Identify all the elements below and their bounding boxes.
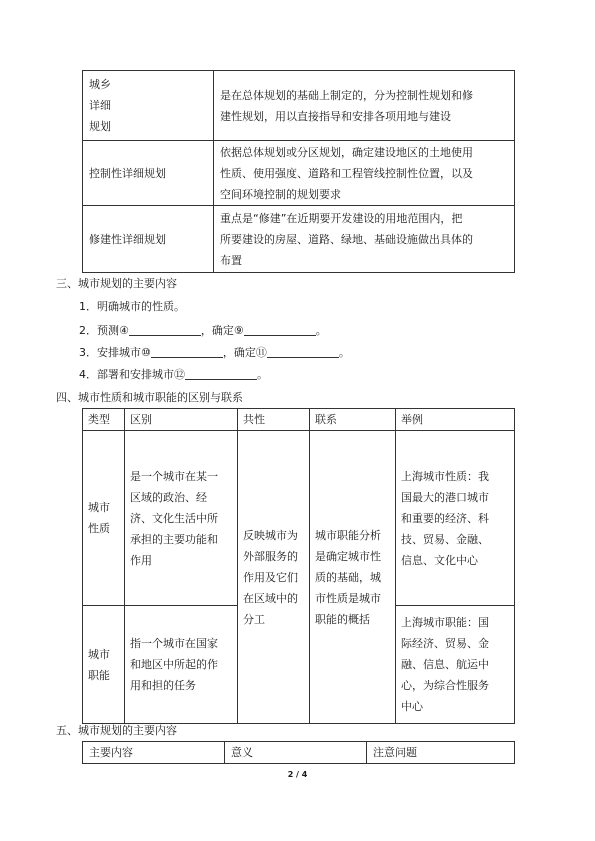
cell-line: 区域的政治、经: [130, 490, 207, 504]
answer-blank[interactable]: [185, 366, 257, 380]
cell-diff-nature: [125, 431, 238, 606]
cell-relation: [310, 431, 396, 724]
cell-urban-rural-detailed: [83, 71, 214, 141]
cell-line: 和地区中所起的作: [130, 658, 218, 671]
cell-line: 指一个城市在国家: [130, 637, 218, 650]
cell-diff-function: [125, 606, 238, 724]
cell-line: 技、贸易、金融、: [401, 532, 489, 546]
answer-blank[interactable]: [267, 344, 339, 358]
header-example: 举例: [396, 409, 515, 431]
header-difference: 区别: [125, 409, 238, 431]
cell-line: 在区域中的: [243, 591, 298, 605]
cell-construct-desc: [214, 206, 515, 273]
cell-type-nature: [83, 431, 125, 606]
content-table: [82, 741, 515, 764]
section4-heading: 四、城市性质和城市职能的区别与联系: [56, 391, 243, 404]
item-text: 4．部署和安排城市⑫: [79, 368, 185, 381]
cell-line: 分工: [243, 612, 265, 626]
section3-item1: 1．明确城市的性质。: [79, 300, 185, 313]
cell-line: 市性质是城市: [315, 591, 381, 605]
answer-blank[interactable]: [244, 322, 316, 336]
cell-line: 承担的主要功能和: [130, 532, 218, 546]
cell-line: 详细: [89, 99, 111, 112]
planning-table: [82, 70, 515, 273]
nature-function-table: [82, 408, 515, 724]
cell-urban-rural-desc: [214, 71, 515, 141]
cell-line: 济、文化生活中所: [130, 511, 218, 525]
cell-line: 是确定城市性: [315, 549, 381, 563]
cell-line: 是在总体规划的基础上制定的，分为控制性规划和修: [220, 88, 473, 102]
cell-line: 用和担的任务: [130, 679, 196, 692]
cell-line: 上海城市性质：我: [401, 469, 489, 483]
cell-line: 性质: [88, 522, 110, 535]
item-text: ，确定⑨: [200, 324, 244, 337]
cell-type-function: [83, 606, 125, 724]
cell-line: 作用及它们: [243, 570, 298, 584]
cell-line: 心，为综合性服务: [401, 679, 489, 692]
header-notes: 注意问题: [367, 742, 515, 764]
item-text: 2．预测④: [79, 324, 129, 337]
cell-line: 信息、文化中心: [401, 553, 478, 567]
header-relation: 联系: [310, 409, 396, 431]
item-text: 3．安排城市⑩: [79, 346, 151, 359]
item-text: 。: [338, 346, 350, 359]
page-number: 2 / 4: [287, 770, 308, 779]
cell-line: 作用: [130, 553, 152, 567]
header-common: 共性: [238, 409, 310, 431]
cell-line: 性质、使用强度、道路和工程管线控制性位置，以及: [220, 166, 473, 180]
cell-line: 依据总体规划或分区规划，确定建设地区的土地使用: [220, 145, 473, 159]
cell-line: 规划: [89, 120, 111, 133]
cell-line: 修建性详细规划: [89, 232, 166, 246]
cell-line: 中心: [401, 700, 423, 713]
answer-blank[interactable]: [151, 344, 223, 358]
cell-example-function: [396, 606, 515, 724]
cell-line: 职能: [88, 668, 110, 682]
item-text: 。: [257, 368, 268, 381]
cell-line: 控制性详细规划: [89, 166, 166, 180]
section3-item4: [79, 364, 268, 385]
cell-line: 际经济、贸易、金: [401, 637, 489, 650]
cell-line: 建性规划，用以直接指导和安排各项用地与建设: [220, 109, 451, 123]
header-type: 类型: [83, 409, 125, 431]
cell-line: 空间环境控制的规划要求: [220, 187, 341, 201]
cell-line: 国最大的港口城市: [401, 490, 489, 504]
header-significance: 意义: [225, 742, 367, 764]
header-main-content: 主要内容: [83, 742, 225, 764]
item-text: ，确定⑪: [222, 346, 267, 359]
cell-line: 职能的概括: [315, 612, 370, 626]
cell-construct-detailed: [83, 206, 214, 273]
cell-line: 布置: [220, 253, 242, 267]
cell-control-desc: [214, 141, 515, 206]
cell-line: 上海城市职能：国: [401, 616, 489, 629]
cell-line: 城市: [88, 501, 110, 514]
cell-common: [238, 431, 310, 724]
cell-line: 是一个城市在某一: [130, 469, 218, 483]
cell-line: 城市: [88, 647, 110, 661]
answer-blank[interactable]: [129, 322, 201, 336]
section3-heading: 三、城市规划的主要内容: [56, 277, 177, 290]
cell-line: 反映城市为: [243, 528, 298, 542]
cell-line: 融、信息、航运中: [401, 658, 489, 671]
cell-example-nature: [396, 431, 515, 606]
cell-line: 重点是“修建”在近期要开发建设的用地范围内，把: [220, 211, 463, 225]
cell-control-detailed: [83, 141, 214, 206]
cell-line: 和重要的经济、科: [401, 511, 489, 525]
section3-item3: [79, 342, 350, 363]
section3-item2: [79, 320, 327, 341]
cell-line: 城乡: [89, 78, 111, 91]
cell-line: 质的基础，城: [315, 570, 381, 584]
item-text: 。: [315, 324, 327, 337]
cell-line: 所要建设的房屋、道路、绿地、基础设施做出具体的: [220, 232, 473, 246]
section5-heading: 五、城市规划的主要内容: [56, 724, 177, 737]
cell-line: 外部服务的: [243, 549, 298, 563]
cell-line: 城市职能分析: [315, 528, 381, 542]
